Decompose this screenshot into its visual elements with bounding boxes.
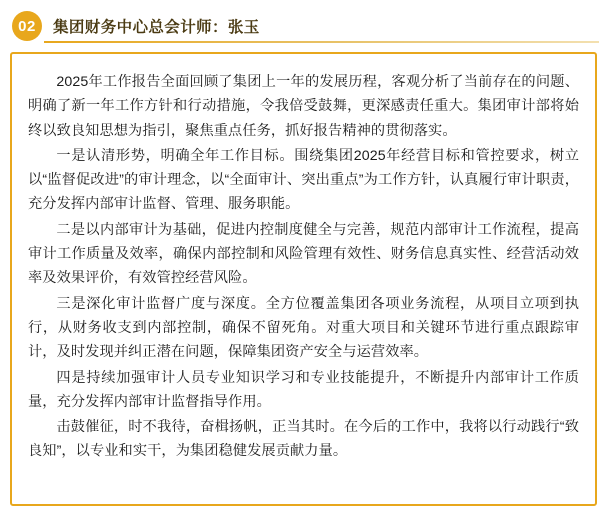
- page-title: 集团财务中心总会计师：张玉: [53, 19, 260, 36]
- paragraph: 四是持续加强审计人员专业知识学习和专业技能提升，不断提升内部审计工作质量，充分发挥内部审计监督指导作用。: [28, 369, 579, 410]
- paragraph: 击鼓催征，时不我待，奋楫扬帆，正当其时。在今后的工作中，我将以行动践行“致良知”，以专业和实干，为集团稳健发展贡献力量。: [28, 419, 579, 460]
- paragraph: 2025年工作报告全面回顾了集团上一年的发展历程，客观分析了当前存在的问题、明确了新一年工作方针和行动措施，令我倍受鼓舞，更深感责任重大。集团审计部将始终以致良知思想为指引，聚焦重点任务，抓好报告精神的贯彻落实。: [28, 74, 579, 139]
- paragraph: 二是以内部审计为基础，促进内控制度健全与完善，规范内部审计工作流程，提高审计工作质量及效率，确保内部控制和风险管理有效性、财务信息真实性、经营活动效率及效果评价，有效管控经营风险。: [28, 221, 579, 287]
- header-divider: [44, 41, 599, 43]
- document-body: [10, 52, 597, 506]
- paragraph: 一是认清形势，明确全年工作目标。围绕集团2025年经营目标和管控要求，树立以“监督促改进”的审计理念，以“全面审计、突出重点”为工作方针，认真履行审计职责，充分发挥内部审计监督、管理、服务职能。: [28, 147, 579, 213]
- section-number-badge: 02: [12, 11, 42, 41]
- paragraph: 三是深化审计监督广度与深度。全方位覆盖集团各项业务流程，从项目立项到执行，从财务收支到内部控制，确保不留死角。对重大项目和关键环节进行重点跟踪审计，及时发现并纠正潜在问题，保障集团资产安全与运营效率。: [28, 295, 579, 361]
- document-header: [0, 0, 607, 52]
